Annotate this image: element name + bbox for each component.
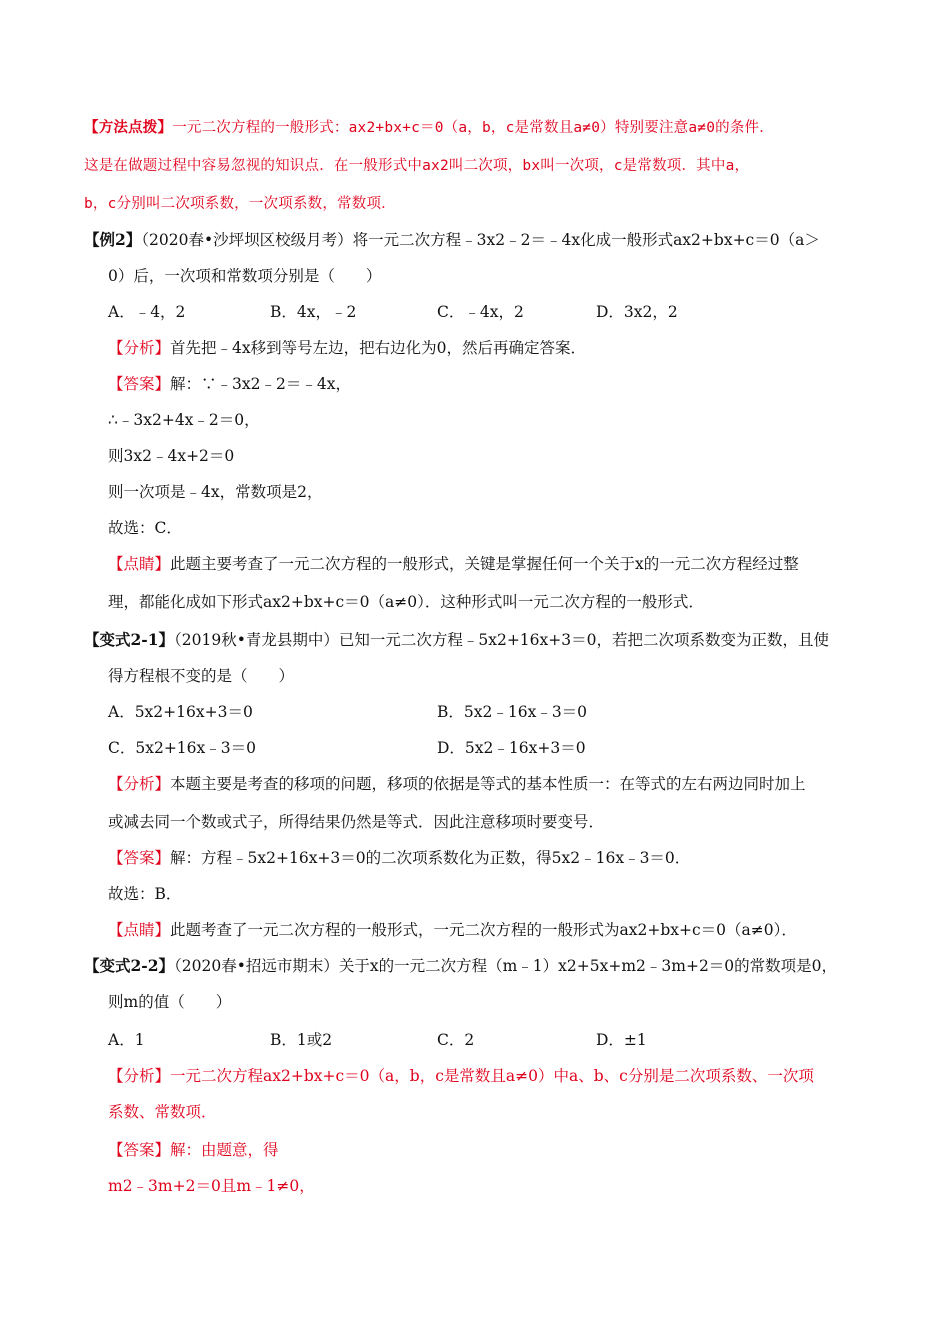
variant21-answer-line-1	[108, 848, 690, 868]
example2-comment-tag: 【点睛】	[108, 555, 171, 573]
variant21-comment-text-1: 此题考查了一元二次方程的一般形式，一元二次方程的一般形式为ax2+bx+c＝0（a≠0）．	[170, 921, 797, 939]
example2-comment-line-2: 理，都能化成如下形式ax2+bx+c＝0（a≠0）．这种形式叫一元二次方程的一般形式．	[108, 593, 704, 611]
variant21-answer-tag: 【答案】	[108, 849, 171, 867]
variant21-question-text-1: 已知一元二次方程﹣5x2+16x+3＝0，若把二次项系数变为正数，且使	[338, 631, 829, 649]
example2-option-b: B．4x，﹣2	[270, 303, 357, 321]
example2-answer-tag: 【答案】	[108, 375, 171, 393]
variant22-answer-line-2: m2﹣3m+2＝0且m﹣1≠0，	[108, 1177, 315, 1195]
variant21-analysis-text-1: 本题主要是考查的移项的问题，移项的依据是等式的基本性质一：在等式的左右两边同时加上	[170, 775, 806, 793]
variant22-question-text-1: 关于x的一元二次方程（m﹣1）x2+5x+m2﹣3m+2＝0的常数项是0，	[338, 957, 838, 975]
variant22-option-c: C．2	[437, 1031, 475, 1049]
variant21-comment-line-1	[108, 920, 797, 940]
variant21-analysis-line-2: 或减去同一个数或式子，所得结果仍然是等式．因此注意移项时要变号．	[108, 813, 605, 831]
example2-answer-line-3: 则3x2﹣4x+2＝0	[108, 447, 235, 465]
variant22-option-a: A．1	[108, 1031, 145, 1049]
variant21-choice: 故选：B．	[108, 885, 182, 903]
example2-comment-text-1: 此题主要考查了一元二次方程的一般形式，关键是掌握任何一个关于x的一元二次方程经过整	[170, 555, 799, 573]
example2-analysis-text: 首先把﹣4x移到等号左边，把右边化为0，然后再确定答案．	[170, 339, 586, 357]
variant22-option-b: B．1或2	[270, 1031, 333, 1049]
example2-source: （2020春•沙坪坝区校级月考）	[141, 231, 353, 249]
variant22-question-line-1	[84, 956, 837, 976]
variant22-option-d: D．±1	[596, 1031, 647, 1049]
variant21-source: （2019秋•青龙县期中）	[174, 631, 339, 649]
variant22-answer-line-1	[108, 1140, 279, 1160]
method-tip-line-2: 这是在做题过程中容易忽视的知识点．在一般形式中ax2叫二次项，bx叫一次项，c是常数项．其中a，	[84, 158, 750, 174]
method-tip-line-3: b，c分别叫二次项系数，一次项系数，常数项．	[84, 196, 396, 212]
example2-option-d: D．3x2，2	[596, 303, 678, 321]
example2-answer-line-2: ∴﹣3x2+4x﹣2＝0，	[108, 411, 260, 429]
example2-analysis-tag: 【分析】	[108, 339, 171, 357]
variant21-tag: 【变式2-1】	[84, 630, 175, 649]
variant22-tag: 【变式2-2】	[84, 956, 175, 975]
variant22-analysis-tag: 【分析】	[108, 1067, 171, 1085]
variant22-question-line-2: 则m的值（ ）	[108, 993, 232, 1011]
example2-option-c: C．﹣4x，2	[437, 303, 524, 321]
variant22-source: （2020春•招远市期末）	[174, 957, 339, 975]
variant22-analysis-text-1: 一元二次方程ax2+bx+c＝0（a，b，c是常数且a≠0）中a、b、c分别是二次项系数、一次项	[170, 1067, 814, 1085]
variant21-option-a: A．5x2+16x+3＝0	[108, 703, 253, 721]
variant21-option-b: B．5x2﹣16x﹣3＝0	[437, 703, 588, 721]
example2-analysis	[108, 338, 586, 358]
method-tip-text-1: 一元二次方程的一般形式：ax2+bx+c＝0（a，b，c是常数且a≠0）特别要注意a≠0的条件．	[172, 120, 774, 136]
example2-comment-line-1	[108, 554, 799, 574]
example2-question-text-1: 将一元二次方程﹣3x2﹣2＝﹣4x化成一般形式ax2+bx+c＝0（a＞	[352, 231, 820, 249]
variant21-option-c: C．5x2+16x﹣3＝0	[108, 739, 256, 757]
variant21-comment-tag: 【点睛】	[108, 921, 171, 939]
variant21-option-d: D．5x2﹣16x+3＝0	[437, 739, 586, 757]
variant22-answer-tag: 【答案】	[108, 1141, 171, 1159]
variant21-analysis-tag: 【分析】	[108, 775, 171, 793]
variant21-answer-text-1: 解：方程﹣5x2+16x+3＝0的二次项系数化为正数，得5x2﹣16x﹣3＝0．	[170, 849, 691, 867]
example2-option-a: A．﹣4，2	[108, 303, 186, 321]
method-tip-tag: 【方法点拨】	[84, 120, 173, 136]
example2-question-line-2: 0）后，一次项和常数项分别是（ ）	[108, 267, 382, 285]
example2-answer-line-4: 则一次项是﹣4x，常数项是2，	[108, 483, 323, 501]
example2-choice: 故选：C．	[108, 519, 182, 537]
example2-answer-line-1	[108, 374, 351, 394]
example2-tag: 【例2】	[84, 230, 142, 249]
variant21-question-line-2: 得方程根不变的是（ ）	[108, 667, 295, 685]
variant21-question-line-1	[84, 630, 829, 650]
example2-question-line-1	[84, 230, 820, 250]
variant21-analysis-line-1	[108, 774, 806, 794]
method-tip-line-1	[84, 118, 774, 138]
variant22-answer-text-1: 解：由题意，得	[170, 1141, 279, 1159]
example2-answer-text-1: 解：∵﹣3x2﹣2＝﹣4x，	[170, 375, 351, 393]
variant22-analysis-line-1	[108, 1066, 814, 1086]
variant22-analysis-line-2: 系数、常数项．	[108, 1103, 217, 1121]
